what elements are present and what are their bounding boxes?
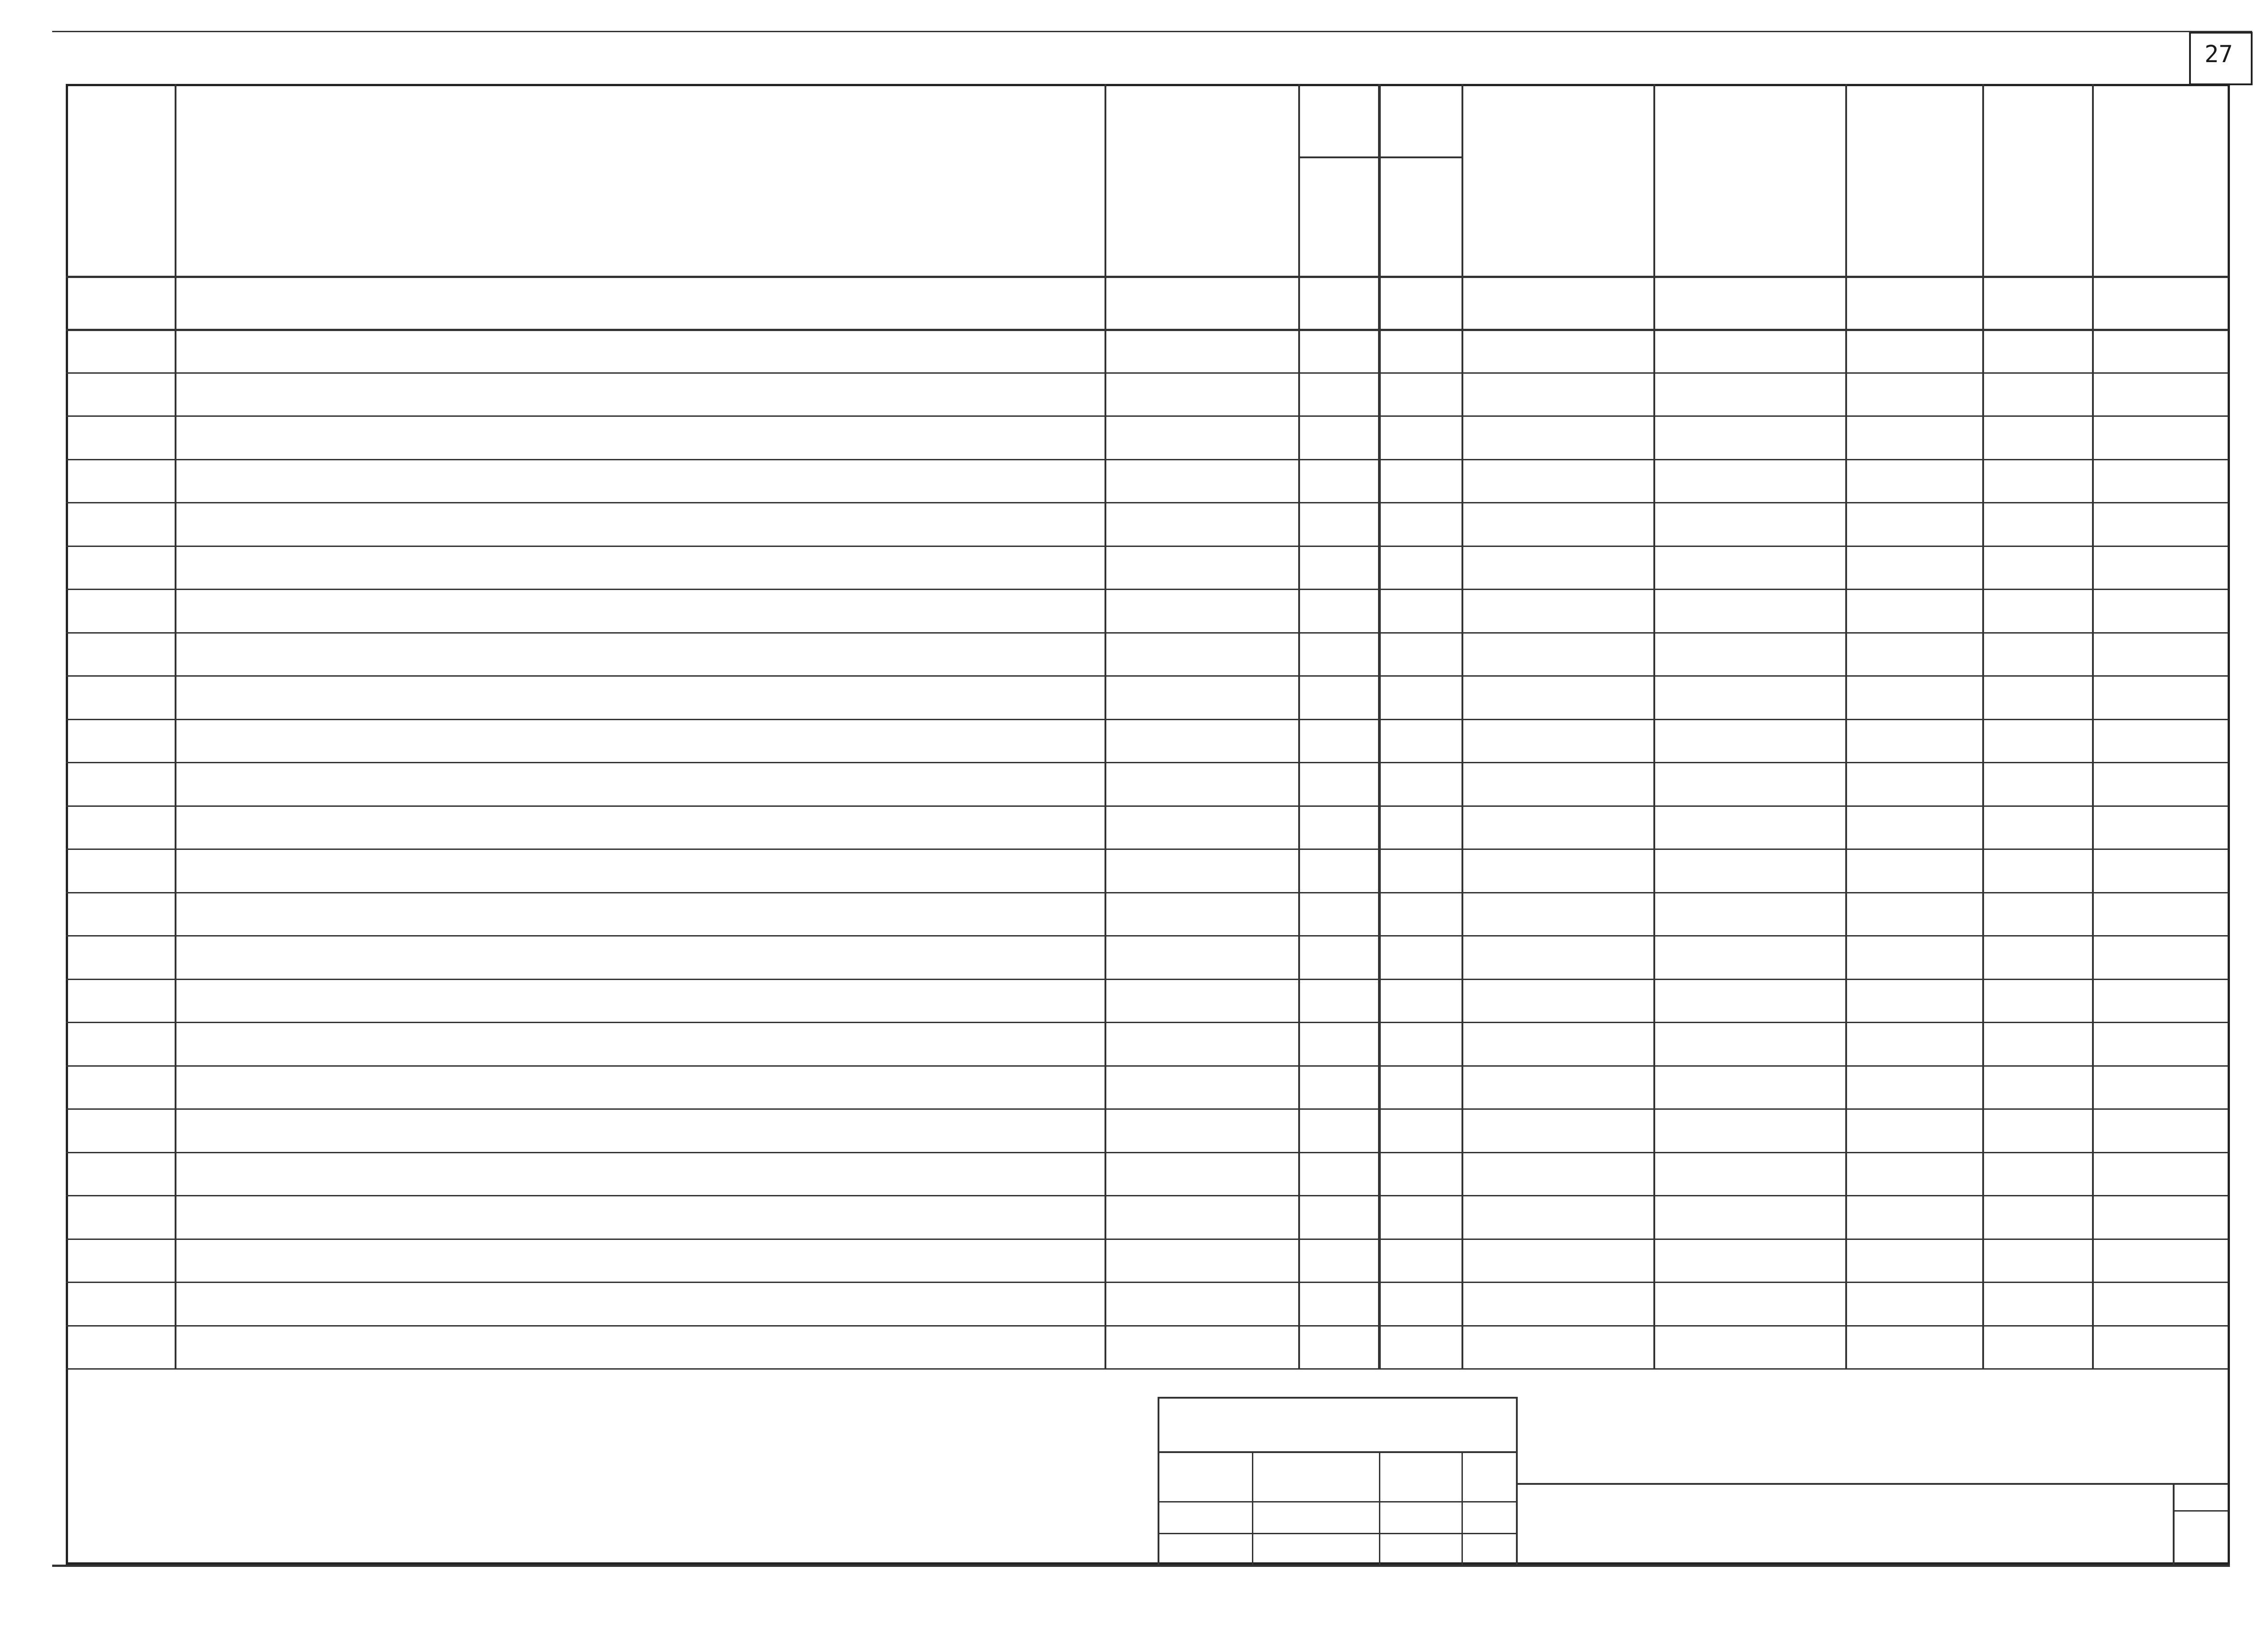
stamp-divider <box>1158 1397 1159 1565</box>
row-line <box>66 1152 2228 1153</box>
row-line <box>66 805 2228 807</box>
stamp-line <box>1516 1483 2228 1485</box>
row-line <box>66 589 2228 590</box>
unit-subheader-line <box>1298 156 1461 158</box>
stamp-divider <box>1379 1451 1380 1565</box>
row-line <box>66 1065 2228 1067</box>
row-line <box>66 935 2228 937</box>
stamp-divider <box>1461 1451 1463 1565</box>
row-line <box>66 979 2228 980</box>
row-line <box>66 1195 2228 1196</box>
column-number-line <box>66 329 2228 331</box>
stamp-divider <box>2173 1483 2175 1565</box>
page-number: 27 <box>2204 41 2233 68</box>
stamp-line <box>2173 1510 2228 1512</box>
row-line <box>66 1282 2228 1283</box>
row-line <box>66 892 2228 893</box>
row-line <box>66 1239 2228 1240</box>
top-rule <box>52 31 2252 32</box>
row-line <box>66 415 2228 417</box>
row-line <box>66 632 2228 634</box>
stamp-divider <box>1516 1397 1518 1565</box>
row-line <box>66 1368 2228 1370</box>
row-line <box>66 459 2228 460</box>
row-line <box>66 1325 2228 1327</box>
stamp-divider <box>1252 1451 1253 1565</box>
row-line <box>66 1022 2228 1023</box>
header-bottom-line <box>66 276 2228 278</box>
row-line <box>66 719 2228 720</box>
row-line <box>66 1108 2228 1110</box>
stamp-line <box>1158 1397 1516 1399</box>
table-frame <box>66 84 2230 1565</box>
row-line <box>66 502 2228 503</box>
row-line <box>66 372 2228 374</box>
row-line <box>66 762 2228 763</box>
row-line <box>66 675 2228 677</box>
row-line <box>66 849 2228 850</box>
bottom-rule <box>52 1565 2230 1567</box>
row-line <box>66 546 2228 547</box>
